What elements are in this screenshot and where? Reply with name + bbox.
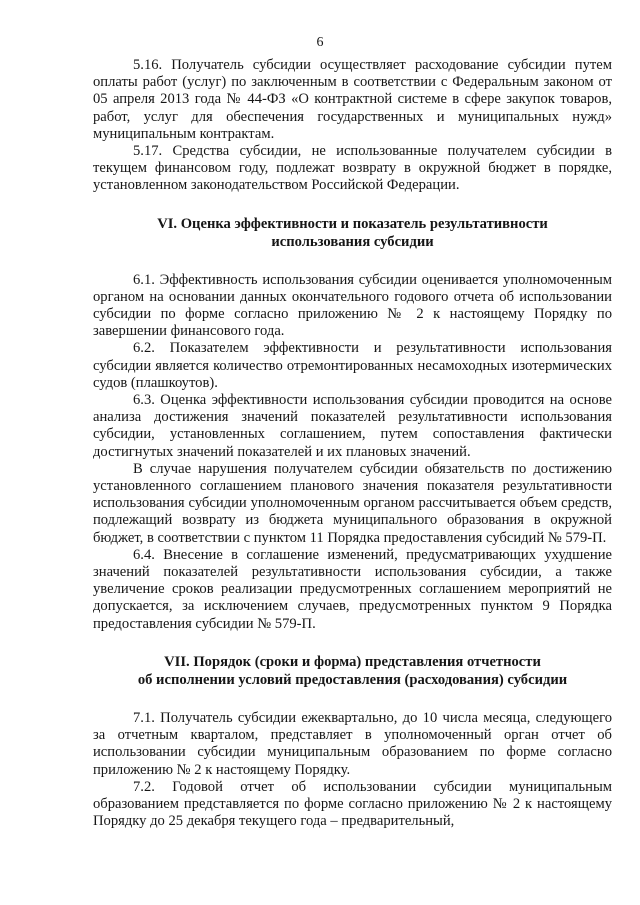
- section-7-heading-line-2: об исполнении условий предоставления (расходования) субсидии: [137, 671, 568, 688]
- document-body: [93, 57, 612, 830]
- section-7-heading-line-1: VII. Порядок (сроки и форма) представления отчетности: [164, 653, 541, 670]
- paragraph-6-3-violation: В случае нарушения получателем субсидии обязательств по достижению установленного соглашением планового значения показателя результативности использования субсидии уполномоченным органом рассчитывается объем средств, подлежащий возврату из бюджета муниципального образования в окружной бюджет, в соответствии с пунктом 11 Порядка предоставления субсидий № 579-П.: [93, 460, 612, 546]
- spacer: [93, 689, 612, 710]
- spacer: [93, 633, 612, 653]
- paragraph-6-1: 6.1. Эффективность использования субсидии оценивается уполномоченным органом на основании данных окончательного годового отчета об использовании субсидии по форме согласно приложению № 2 к настоящему Порядку по завершении финансового года.: [93, 271, 612, 340]
- paragraph-6-4: 6.4. Внесение в соглашение изменений, предусматривающих ухудшение значений показателей результативности использования субсидии, а также увеличение сроков реализации предусмотренных соглашением мероприятий не допускается, за исключением случаев, предусмотренных пунктом 9 Порядка предоставления субсидии № 579-П.: [93, 546, 612, 632]
- page-number: 6: [316, 35, 324, 50]
- section-6-heading: [93, 215, 612, 251]
- paragraph-5-17: 5.17. Средства субсидии, не использованные получателем субсидии в текущем финансовом году, подлежат возврату в окружной бюджет в порядке, установленном законодательством Российской Федерации.: [93, 143, 612, 194]
- paragraph-7-2: 7.2. Годовой отчет об использовании субсидии муниципальным образованием представляется по форме согласно приложению № 2 к настоящему Порядку до 25 декабря текущего года – предварительный,: [93, 778, 612, 830]
- spacer: [93, 251, 612, 272]
- paragraph-5-16: 5.16. Получатель субсидии осуществляет расходование субсидии путем оплаты работ (услуг) по заключенным в соответствии с Федеральным законом от 05 апреля 2013 года № 44-ФЗ «О контрактной системе в сфере закупок товаров, работ, услуг для обеспечения государственных и муниципальных нужд» муниципальным контрактам.: [93, 57, 612, 142]
- paragraph-6-2: 6.2. Показателем эффективности и результативности использования субсидии является количество отремонтированных несамоходных изотермических судов (плашкоутов).: [93, 340, 612, 391]
- section-6-heading-line-1: VI. Оценка эффективности и показатель результативности: [157, 215, 548, 232]
- spacer: [93, 195, 612, 215]
- section-7-heading: [93, 653, 612, 689]
- paragraph-6-3: 6.3. Оценка эффективности использования субсидии проводится на основе анализа достижения значений показателей результативности использования субсидии, установленных соглашением, путем сопоставления фактически достигнутых значений показателей и их плановых значений.: [93, 392, 612, 460]
- section-6-heading-line-2: использования субсидии: [271, 233, 434, 250]
- paragraph-7-1: 7.1. Получатель субсидии ежеквартально, до 10 числа месяца, следующего за отчетным кварталом, представляет в уполномоченный орган отчет об использовании субсидии муниципальным образованием по форме согласно приложению № 2 к настоящему Порядку.: [93, 709, 612, 778]
